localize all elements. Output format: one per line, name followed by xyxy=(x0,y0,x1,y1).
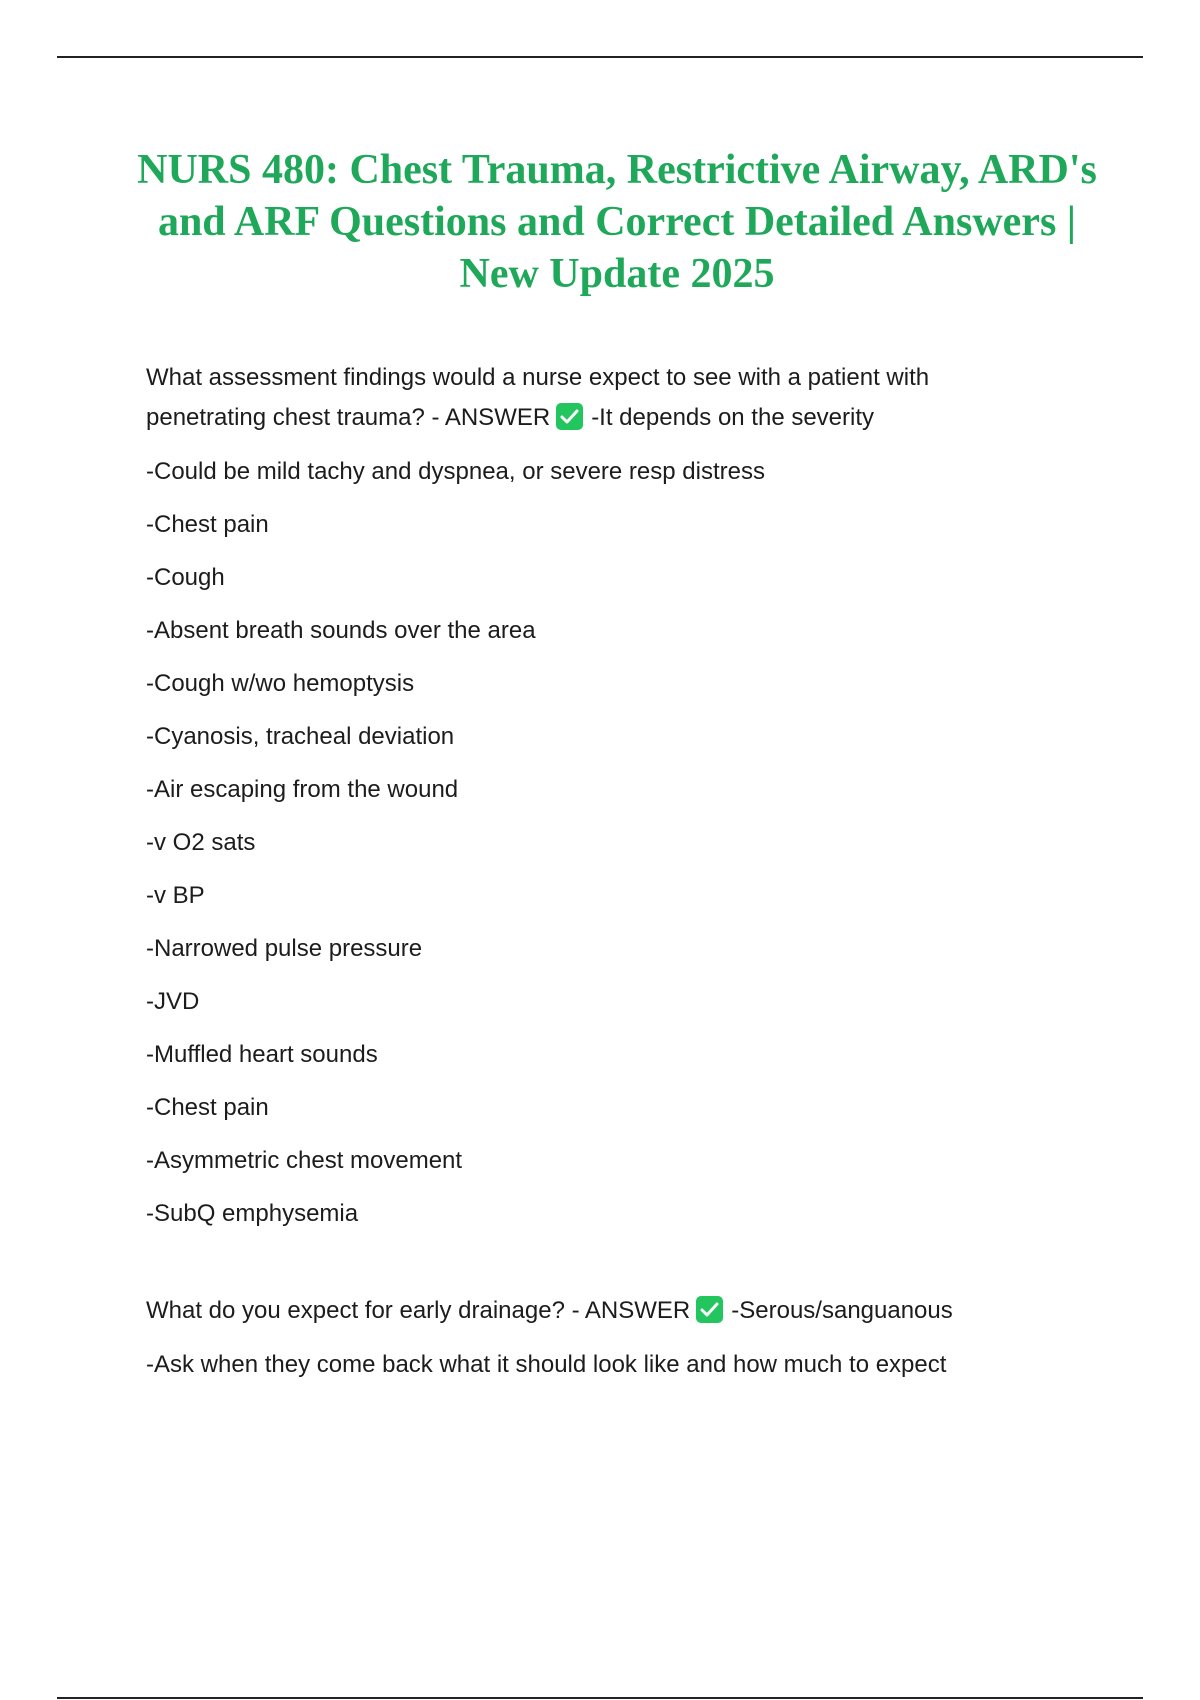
question-label: What assessment findings would a nurse expect to see with a patient with penetrating chest trauma? - ANSWER xyxy=(146,364,930,431)
qa-item xyxy=(146,358,1046,1233)
answer-line: -Asymmetric chest movement xyxy=(146,1147,463,1174)
checkmark-icon xyxy=(556,403,583,430)
top-rule xyxy=(57,56,1143,58)
answer-line: -v BP xyxy=(146,882,205,909)
answer-line: -Narrowed pulse pressure xyxy=(146,935,423,962)
answer-line: -Absent breath sounds over the area xyxy=(146,617,536,644)
answer-line: -Chest pain xyxy=(146,1094,269,1121)
answer-line: -Cough xyxy=(146,564,225,591)
answer-first-line: -Serous/sanguanous xyxy=(731,1297,953,1324)
qa-content xyxy=(146,358,1046,1384)
answer-line: -Chest pain xyxy=(146,511,269,538)
question-text xyxy=(146,1291,1046,1331)
answer-line: -v O2 sats xyxy=(146,829,256,856)
answer-line: -Air escaping from the wound xyxy=(146,776,459,803)
question-label: What do you expect for early drainage? - ANSWER xyxy=(146,1297,691,1324)
answer-line: -SubQ emphysemia xyxy=(146,1200,359,1227)
bottom-rule xyxy=(57,1697,1143,1699)
answer-line: -Cyanosis, tracheal deviation xyxy=(146,723,455,750)
question-text xyxy=(146,358,1046,438)
answer-line: -Cough w/wo hemoptysis xyxy=(146,670,415,697)
answer-first-line: -It depends on the severity xyxy=(591,404,875,431)
answer-line: -Ask when they come back what it should look like and how much to expect xyxy=(146,1351,947,1378)
qa-item xyxy=(146,1291,1046,1384)
answer-line: -JVD xyxy=(146,988,200,1015)
checkmark-icon xyxy=(696,1296,723,1323)
answer-line: -Could be mild tachy and dyspnea, or severe resp distress xyxy=(146,458,765,485)
document-title: NURS 480: Chest Trauma, Restrictive Airway, ARD's and ARF Questions and Correct Detailed Answers | New Update 2025 xyxy=(137,147,1097,297)
answer-line: -Muffled heart sounds xyxy=(146,1041,378,1068)
